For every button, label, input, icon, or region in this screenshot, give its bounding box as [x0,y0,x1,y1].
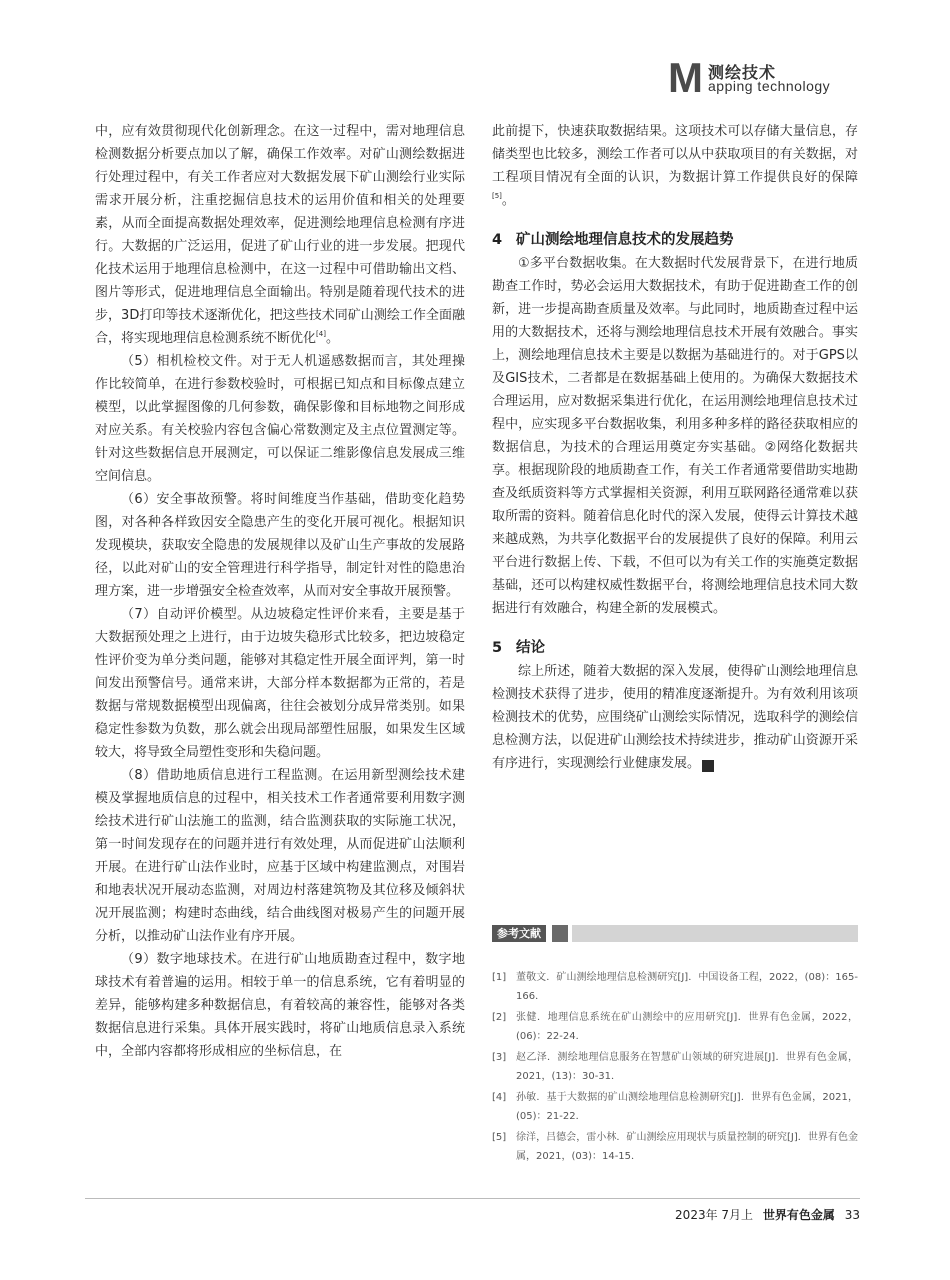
reference-item: [3] 赵乙泽．测绘地理信息服务在智慧矿山领域的研究进展[J]．世界有色金属，2021，(13)：30-31． [492,1052,858,1082]
reference-item: [2] 张健．地理信息系统在矿山测绘中的应用研究[J]．世界有色金属，2022，(06)：22-24． [492,1012,858,1042]
section-heading: 4 矿山测绘地理信息技术的发展趋势 [492,232,734,248]
paragraph: 此前提下，快速获取数据结果。这项技术可以存储大量信息，存储类型也比较多，测绘工作者可以从中获取项目的有关数据，对工程项目情况有全面的认识，为数据计算工作提供良好的保障[5]。 [492,124,858,208]
citation: [5] [492,192,502,200]
paragraph: （5）相机检校文件。对于无人机遥感数据而言，其处理操作比较简单，在进行参数校验时，可根据已知点和目标像点建立模型，以此掌握图像的几何参数，确保影像和目标地物之间形成对应关系。有关校验内容包含偏心常数测定及主点位置测定等。针对这些数据信息开展测定，可以保证二维影像信息发展成三维空间信息。 [95,354,465,484]
journal-name: 世界有色金属 [762,1208,835,1222]
reference-item: [5] 徐洋，吕德会，雷小林．矿山测绘应用现状与质量控制的研究[J]．世界有色金属，2021，(03)：14-15． [492,1132,858,1162]
page-footer [560,1206,860,1223]
paragraph: ①多平台数据收集。在大数据时代发展背景下，在进行地质勘查工作时，势必会运用大数据技术，有助于促进勘查工作的创新，进一步提高勘查质量及效率。与此同时，地质勘查过程中运用的大数据技术，还将与测绘地理信息技术开展有效融合。事实上，测绘地理信息技术主要是以数据为基础进行的。对于GPS以及GIS技术，二者都是在数据基础上使用的。为确保大数据技术合理运用，应对数据采集进行优化，在运用测绘地理信息技术过程中，应实现多平台数据收集，利用多种多样的路径获取相应的数据信息，为技术的合理运用奠定夯实基础。②网络化数据共享。根据现阶段的地质勘查工作，有关工作者通常要借助实地勘查及纸质资料等方式掌握相关资源，利用互联网路径通常难以获取所需的资料。随着信息化时代的深入发展，使得云计算技术越来越成熟，为共享化数据平台的发展提供了良好的保障。利用云平台进行数据上传、下载，不但可以为有关工作的实施奠定数据基础，还可以构建权威性数据平台，将测绘地理信息技术同大数据进行有效融合，构建全新的发展模式。 [492,256,858,616]
paragraph: 综上所述，随着大数据的深入发展，使得矿山测绘地理信息检测技术获得了进步，使用的精准度逐渐提升。为有效利用该项检测技术的优势，应围绕矿山测绘实际情况，选取科学的测绘信息检测方法，以促进矿山测绘技术持续进步，推动矿山资源开采有序进行，实现测绘行业健康发展。 世 [492,664,858,771]
paragraph: （6）安全事故预警。将时间维度当作基础，借助变化趋势图，对各种各样致因安全隐患产生的变化开展可视化。根据知识发现模块，获取安全隐患的发展规律以及矿山生产事故的发展路径，以此对矿山的安全管理进行科学指导，制定针对性的隐患治理方案，进一步增强安全检查效率，从而对安全事故开展预警。 [95,492,465,599]
left-column [95,120,465,1063]
section-heading: 5 结论 [492,640,545,656]
paragraph: 中，应有效贯彻现代化创新理念。在这一过程中，需对地理信息检测数据分析要点加以了解，确保工作效率。对矿山测绘数据进行处理过程中，有关工作者应对大数据发展下矿山测绘行业实际需求开展分析，注重挖掘信息技术的运用价值和相关的处理要素，从而全面提高数据处理效率，促进测绘地理信息检测有序进行。大数据的广泛运用，促进了矿山行业的进一步发展。把现代化技术运用于地理信息检测中，在这一过程中可借助输出文档、图片等形式，促进地理信息全面输出。特别是随着现代技术的进步，3D打印等技术逐渐优化，把这些技术同矿山测绘工作全面融合，将实现地理信息检测系统不断优化[4]。 [95,124,465,346]
citation: [4] [316,330,326,338]
references-list [492,968,858,1168]
issue-date: 2023年 7月上 [675,1208,754,1222]
right-column [492,120,858,775]
paragraph: （9）数字地球技术。在进行矿山地质勘查过程中，数字地球技术有着普遍的运用。相较于单一的信息系统，它有着明显的差异，能够构建多种数据信息，有着较高的兼容性，能够对各类数据信息进行采集。具体开展实践时，将矿山地质信息录入系统中，全部内容都将形成相应的坐标信息，在 [95,952,465,1059]
references-label: 参考文献 [492,925,546,942]
paragraph: （7）自动评价模型。从边坡稳定性评价来看，主要是基于大数据预处理之上进行，由于边坡失稳形式比较多，把边坡稳定性评价变为单分类问题，能够对其稳定性开展全面评判，第一时间发出预警信号。通常来讲，大部分样本数据都为正常的，若是数据与常规数据模型出现偏离，往往会被划分成异常类别。如果稳定性参数为负数，那么就会出现局部塑性屈服，如果发生区域较大，将导致全局塑性变形和失稳问题。 [95,607,465,760]
end-mark-icon: 世 [702,760,714,772]
section-title-cn: 测绘技术 [708,63,777,82]
reference-item: [1] 董敬文．矿山测绘地理信息检测研究[J]．中国设备工程，2022，(08)：165-166． [492,972,858,1002]
page-number: 33 [844,1208,860,1222]
logo-letter: M [668,54,703,101]
references-header [492,925,858,942]
paragraph: （8）借助地质信息进行工程监测。在运用新型测绘技术建模及掌握地质信息的过程中，相关技术工作者通常要利用数字测绘技术进行矿山法施工的监测，结合监测获取的实际施工状况，第一时间发现存在的问题并进行有效处理，从而促进矿山法顺利开展。在进行矿山法作业时，应基于区域中构建监测点，对围岩和地表状况开展动态监测，对周边村落建筑物及其位移及倾斜状况开展监测；构建时态曲线，结合曲线图对极易产生的问题开展分析，以推动矿山法作业有序开展。 [95,768,465,944]
section-title-en: apping technology [708,78,831,94]
reference-item: [4] 孙敏．基于大数据的矿山测绘地理信息检测研究[J]．世界有色金属，2021，(05)：21-22． [492,1092,858,1122]
footer-rule [85,1198,860,1199]
